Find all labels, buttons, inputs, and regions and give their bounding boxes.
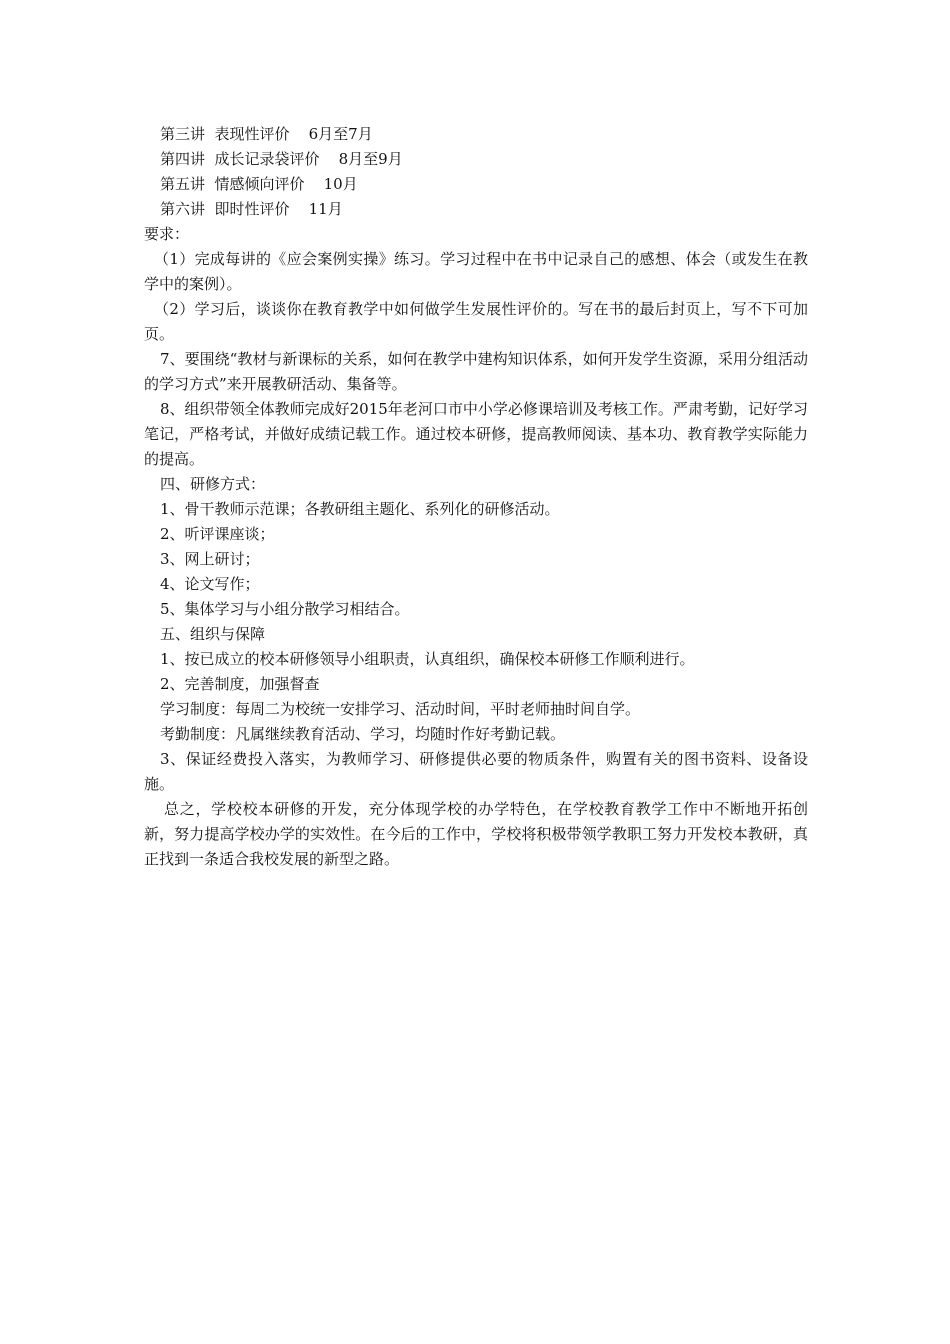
study-system: 学习制度：每周二为校统一安排学习、活动时间，平时老师抽时间自学。 — [160, 700, 641, 718]
section-5-item-2: 2、完善制度，加强督查 — [160, 675, 320, 693]
schedule-lecture-5: 第五讲 情感倾向评价 10月 — [160, 175, 358, 193]
section-5-item-3: 3、保证经费投入落实，为教师学习、研修提供必要的物质条件，购置有关的图书资料、设备设施。 — [144, 750, 808, 793]
section-4-item-4: 4、论文写作； — [160, 575, 260, 593]
schedule-lecture-4: 第四讲 成长记录袋评价 8月至9月 — [160, 150, 403, 168]
conclusion-paragraph: 总之，学校校本研修的开发，充分体现学校的办学特色，在学校教育教学工作中不断地开拓创新，努力提高学校办学的实效性。在今后的工作中，学校将积极带领学教职工努力开发校本教研，真正找到一条适合我校发展的新型之路。 — [144, 800, 808, 868]
attendance-system: 考勤制度：凡属继续教育活动、学习，均随时作好考勤记载。 — [160, 725, 566, 743]
schedule-lecture-3: 第三讲 表现性评价 6月至7月 — [160, 125, 373, 143]
section-5-heading: 五、组织与保障 — [160, 625, 266, 643]
requirement-item-1: （1）完成每讲的《应会案例实操》练习。学习过程中在书中记录自己的感想、体会（或发生在教学中的案例）。 — [144, 250, 808, 293]
schedule-lecture-6: 第六讲 即时性评价 11月 — [160, 200, 343, 218]
document-page — [144, 122, 808, 872]
section-4-item-3: 3、网上研讨； — [160, 550, 260, 568]
section-4-item-2: 2、听评课座谈； — [160, 525, 275, 543]
section-4-heading: 四、研修方式： — [160, 475, 266, 493]
requirements-heading: 要求： — [144, 225, 190, 243]
section-4-item-1: 1、骨干教师示范课；各教研组主题化、系列化的研修活动。 — [160, 500, 560, 518]
section-4-item-5: 5、集体学习与小组分散学习相结合。 — [160, 600, 410, 618]
point-7: 7、要围绕“教材与新课标的关系，如何在教学中建构知识体系，如何开发学生资源，采用分组活动的学习方式”来开展教研活动、集备等。 — [144, 350, 808, 393]
section-5-item-1: 1、按已成立的校本研修领导小组职责，认真组织，确保校本研修工作顺利进行。 — [160, 650, 695, 668]
point-8: 8、组织带领全体教师完成好2015年老河口市中小学必修课培训及考核工作。严肃考勤，记好学习笔记，严格考试，并做好成绩记载工作。通过校本研修，提高教师阅读、基本功、教育教学实际能力的提高。 — [144, 400, 808, 468]
requirement-item-2: （2）学习后，谈谈你在教育教学中如何做学生发展性评价的。写在书的最后封页上，写不下可加页。 — [144, 300, 808, 343]
